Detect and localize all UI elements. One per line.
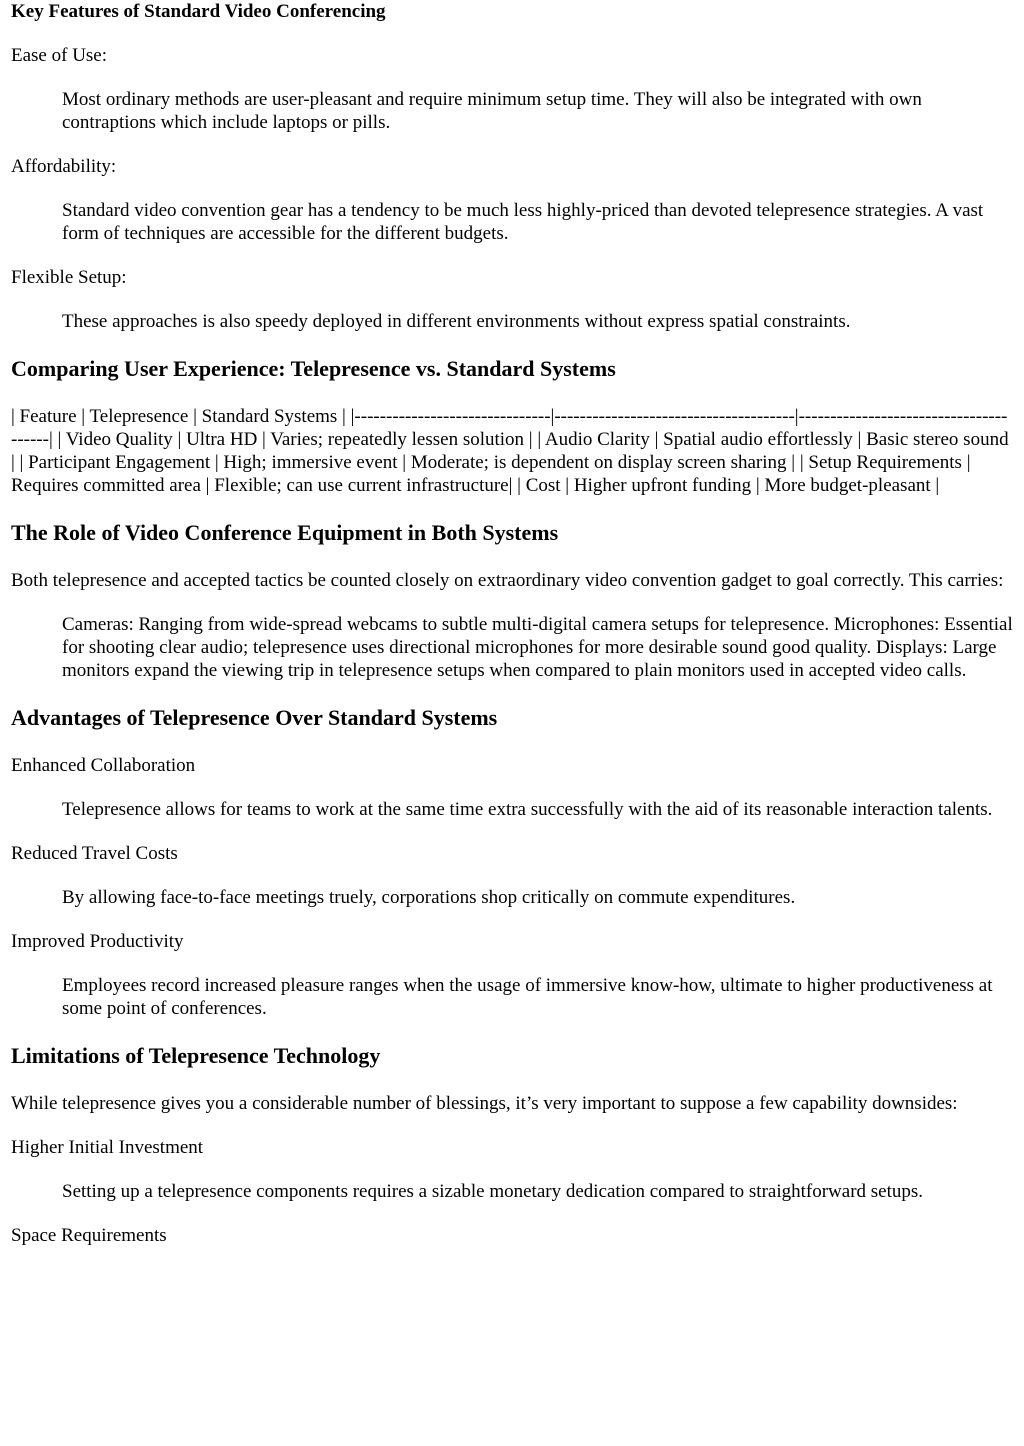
advantage-label-collaboration: Enhanced Collaboration	[11, 755, 196, 776]
limitations-intro-paragraph: While telepresence gives you a considerable number of blessings, it’s very important to suppose a few capability downsides:	[11, 1093, 958, 1114]
feature-text-flexible-setup: These approaches is also speedy deployed in different environments without express spatial constraints.	[62, 311, 851, 332]
feature-text-affordability: Standard video convention gear has a tendency to be much less highly-priced than devoted telepresence strategies. A vast form of techniques are accessible for the different budgets.	[62, 200, 984, 244]
section-heading-limitations: Limitations of Telepresence Technology	[11, 1043, 381, 1068]
limitation-label-space: Space Requirements	[11, 1225, 167, 1246]
advantage-label-productivity: Improved Productivity	[11, 931, 184, 952]
comparison-table-text: | Feature | Telepresence | Standard Systems | |-------------------------------|--------------------------------------|---------------------------------------| | Video Quality | Ultra HD | Varies; repeatedly lessen solution | | Audio Clarity | Spatial audio effortlessly | Basic stereo sound | | Participant Engagement | High; immersive event | Moderate; is dependent on display screen sharing | | Setup Requirements | Requires committed area | Flexible; can use current infrastructure| | Cost | Higher upfront funding | More budget-pleasant |	[11, 406, 1009, 496]
feature-label-ease-of-use: Ease of Use:	[11, 45, 108, 66]
advantage-text-productivity: Employees record increased pleasure ranges when the usage of immersive know-how, ultimate to higher productiveness at some point of conferences.	[62, 975, 993, 1019]
section-heading-key-features: Key Features of Standard Video Conferencing	[11, 1, 386, 22]
advantage-text-collaboration: Telepresence allows for teams to work at the same time extra successfully with the aid of its reasonable interaction talents.	[62, 799, 993, 820]
feature-text-ease-of-use: Most ordinary methods are user-pleasant and require minimum setup time. They will also be integrated with own contraptions which include laptops or pills.	[62, 89, 922, 133]
section-heading-comparing: Comparing User Experience: Telepresence vs. Standard Systems	[11, 356, 616, 381]
section-heading-advantages: Advantages of Telepresence Over Standard Systems	[11, 705, 498, 730]
role-equipment-quote: Cameras: Ranging from wide-spread webcams to subtle multi-digital camera setups for telepresence. Microphones: Essential for shooting clear audio; telepresence uses directional microphones for more desirable sound good quality. Displays: Large monitors expand the viewing trip in telepresence setups when compared to plain monitors used in accepted video calls.	[62, 614, 1013, 681]
limitation-label-investment: Higher Initial Investment	[11, 1137, 204, 1158]
feature-label-affordability: Affordability:	[11, 156, 117, 177]
advantage-label-travel-costs: Reduced Travel Costs	[11, 843, 178, 864]
feature-label-flexible-setup: Flexible Setup:	[11, 267, 127, 288]
section-heading-role: The Role of Video Conference Equipment in Both Systems	[11, 520, 559, 545]
advantage-text-travel-costs: By allowing face-to-face meetings truely, corporations shop critically on commute expenditures.	[62, 887, 796, 908]
limitation-text-investment: Setting up a telepresence components requires a sizable monetary dedication compared to straightforward setups.	[62, 1181, 924, 1202]
role-intro-paragraph: Both telepresence and accepted tactics be counted closely on extraordinary video convention gadget to goal correctly. This carries:	[11, 570, 1004, 591]
